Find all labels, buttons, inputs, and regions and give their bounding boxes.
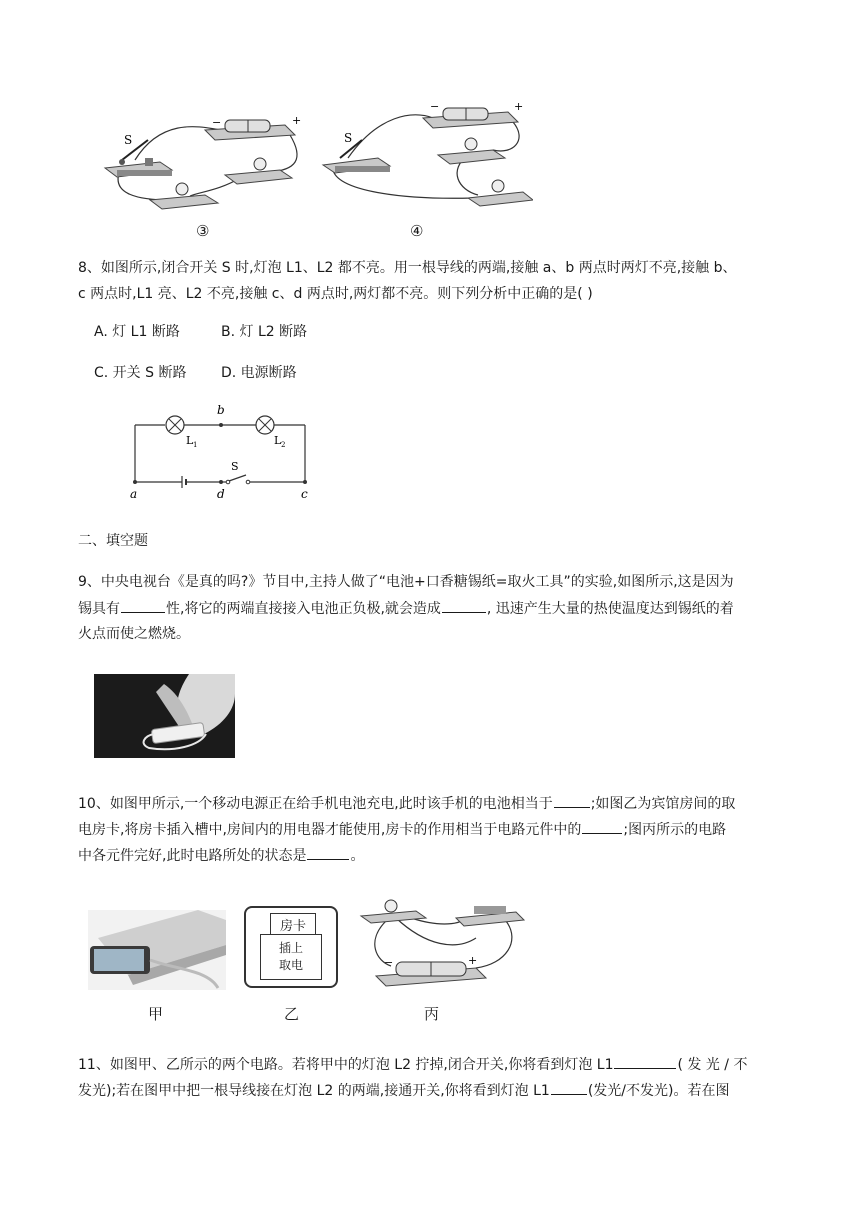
figure-4-label: ④ <box>410 222 424 240</box>
svg-text:−: − <box>384 956 394 969</box>
q8-option-a: A. 灯 L1 断路 <box>94 324 180 340</box>
lamp-l2-icon <box>256 416 274 434</box>
room-card-figure <box>244 906 338 988</box>
svg-text:S: S <box>344 131 353 145</box>
label-d: d <box>217 487 225 501</box>
label-l1: L <box>186 434 194 447</box>
q10-blank-3[interactable] <box>307 845 349 860</box>
q10-line3: 中各元件完好,此时电路所处的状态是 。 <box>78 845 364 866</box>
q8-line2: c 两点时,L1 亮、L2 不亮,接触 c、d 两点时,两灯都不亮。则下列分析中正确的是( ) <box>78 286 593 302</box>
svg-text:−: − <box>430 100 440 113</box>
caption-jia: 甲 <box>148 1005 164 1023</box>
caption-bing: 丙 <box>424 1005 440 1023</box>
q10-blank-2[interactable] <box>582 819 622 834</box>
q11-blank-1[interactable] <box>614 1054 676 1069</box>
svg-text:−: − <box>212 116 222 129</box>
slot-text-insert: 插上 <box>278 941 303 955</box>
q9-line1: 9、中央电视台《是真的吗?》节目中,主持人做了“电池+口香糖锡纸=取火工具”的实验,如图所示,这是因为 <box>78 574 734 590</box>
caption-yi: 乙 <box>284 1005 300 1023</box>
label-l2: L <box>274 434 282 447</box>
q8-option-c: C. 开关 S 断路 <box>94 365 187 381</box>
section-title: 二、填空题 <box>78 533 148 549</box>
q11-line2: 发光);若在图甲中把一根导线接在灯泡 L2 的两端,接通开关,你将看到灯泡 L1 (发光/不发光)。若在图 <box>78 1080 729 1101</box>
card-slot <box>260 934 322 980</box>
slot-text-power: 取电 <box>278 958 303 972</box>
physical-circuit-photo <box>356 896 526 996</box>
svg-text:+: + <box>468 954 478 967</box>
label-b: b <box>217 403 225 417</box>
label-s: S <box>231 460 239 473</box>
switch-icon <box>226 475 250 484</box>
q11-blank-2[interactable] <box>551 1080 587 1095</box>
battery-icon <box>182 476 186 488</box>
q9-line3: 火点而使之燃烧。 <box>78 626 190 642</box>
label-a: a <box>130 487 138 501</box>
label-l1-sub: 1 <box>193 441 198 449</box>
figure-3-label: ③ <box>196 222 210 240</box>
q9-blank-2[interactable] <box>442 598 486 613</box>
q10-line1: 10、如图甲所示,一个移动电源正在给手机电池充电,此时该手机的电池相当于 ;如图乙为宾馆房间的取 <box>78 793 735 814</box>
q8-circuit-diagram <box>120 400 320 505</box>
power-bank-photo <box>88 910 226 990</box>
svg-text:+: + <box>514 100 524 113</box>
circuit-figure-4 <box>318 100 533 245</box>
svg-text:+: + <box>292 114 302 127</box>
q10-blank-1[interactable] <box>554 793 590 808</box>
q8-line1: 8、如图所示,闭合开关 S 时,灯泡 L1、L2 都不亮。用一根导线的两端,接触 a、b 两点时两灯不亮,接触 b、 <box>78 260 737 276</box>
q9-blank-1[interactable] <box>121 598 165 613</box>
tinfoil-photo <box>94 674 235 758</box>
q10-line2: 电房卡,将房卡插入槽中,房间内的用电器才能使用,房卡的作用相当于电路元件中的 ;图丙所示的电路 <box>78 819 726 840</box>
q8-option-b: B. 灯 L2 断路 <box>221 324 308 340</box>
q8-option-d: D. 电源断路 <box>221 365 297 381</box>
switch-label: S <box>124 133 133 147</box>
label-l2-sub: 2 <box>281 441 286 449</box>
q11-line1: 11、如图甲、乙所示的两个电路。若将甲中的灯泡 L2 拧掉,闭合开关,你将看到灯泡 L1 ( 发 光 / 不 <box>78 1054 747 1075</box>
q9-line2: 锡具有 性,将它的两端直接接入电池正负极,就会造成 , 迅速产生大量的热使温度达到锡纸的着 <box>78 598 734 619</box>
room-card: 房卡 <box>270 913 316 941</box>
label-c: c <box>301 487 308 501</box>
lamp-l1-icon <box>166 416 184 434</box>
